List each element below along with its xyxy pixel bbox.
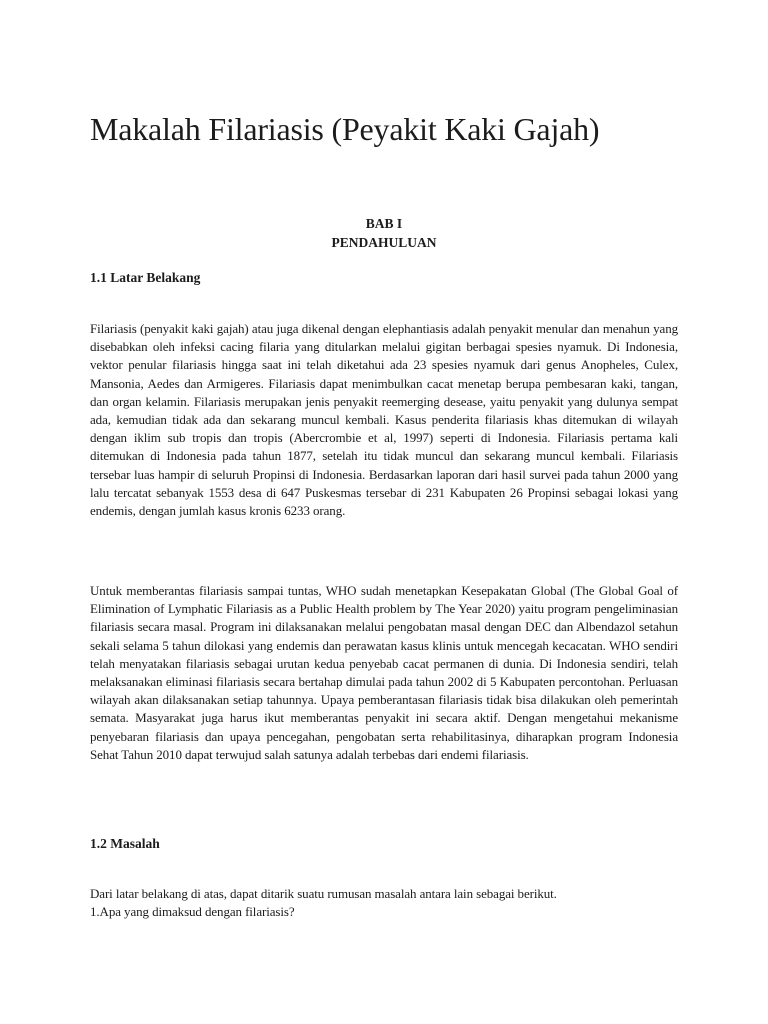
paragraph-masalah — [90, 885, 678, 921]
masalah-intro-text: Dari latar belakang di atas, dapat ditarik suatu rumusan masalah antara lain sebagai berikut. — [90, 886, 557, 901]
masalah-list-item-1: 1.Apa yang dimaksud dengan filariasis? — [90, 904, 295, 920]
chapter-number: BAB I — [365, 216, 403, 231]
paragraph-latar-belakang-1: Filariasis (penyakit kaki gajah) atau juga dikenal dengan elephantiasis adalah penyakit menular dan menahun yang disebabkan oleh infeksi cacing filaria yang ditularkan melalui gigitan berbagai spesies nyamuk. Di Indonesia, vektor penular filariasis hingga saat ini telah diketahui ada 23 spesies nyamuk dari genus Anopheles, Culex, Mansonia, Aedes dan Armigeres. Filariasis dapat menimbulkan cacat menetap berupa pembesaran kaki, tangan, dan organ kelamin. Filariasis merupakan jenis penyakit reemerging desease, yaitu penyakit yang dulunya sempat ada, kemudian tidak ada dan sekarang muncul kembali. Kasus penderita filariasis khas ditemukan di wilayah dengan iklim sub tropis dan tropis (Abercrombie et al, 1997) seperti di Indonesia. Filariasis pertama kali ditemukan di Indonesia pada tahun 1877, setelah itu tidak muncul dan sekarang muncul kembali. Filariasis tersebar luas hampir di seluruh Propinsi di Indonesia. Berdasarkan laporan dari hasil survei pada tahun 2000 yang lalu tercatat sebanyak 1553 desa di 647 Puskesmas tersebar di 231 Kabupaten 26 Propinsi sebagai lokasi yang endemis, dengan jumlah kasus kronis 6233 orang. — [90, 321, 678, 519]
section-heading-latar-belakang: 1.1 Latar Belakang — [90, 270, 201, 285]
chapter-name: PENDAHULUAN — [331, 235, 437, 250]
paragraph-latar-belakang-2: Untuk memberantas filariasis sampai tuntas, WHO sudah menetapkan Kesepakatan Global (The Global Goal of Elimination of Lymphatic Filariasis as a Public Health problem by The Year 2020) yaitu program pengeliminasian filariasis secara masal. Program ini dilaksanakan melalui pengobatan masal dengan DEC dan Albendazol setahun sekali selama 5 tahun dilokasi yang endemis dan perawatan kasus klinis untuk mencegah kecacatan. WHO sendiri telah menyatakan filariasis sebagai urutan kedua penyebab cacat permanen di dunia. Di Indonesia sendiri, telah melaksanakan eliminasi filariasis secara bertahap dimulai pada tahun 2002 di 5 Kabupaten percontohan. Perluasan wilayah akan dilaksanakan setiap tahunnya. Upaya pemberantasan filariasis tidak bisa dilakukan oleh pemerintah semata. Masyarakat juga harus ikut memberantas penyakit ini secara aktif. Dengan mengetahui mekanisme penyebaran filariasis dan upaya pencegahan, pengobatan serta rehabilitasinya, diharapkan program Indonesia Sehat Tahun 2010 dapat terwujud salah satunya adalah terbebas dari endemi filariasis. — [90, 583, 678, 762]
chapter-heading — [90, 214, 678, 252]
document-title: Makalah Filariasis (Peyakit Kaki Gajah) — [90, 111, 600, 147]
section-heading-masalah: 1.2 Masalah — [90, 836, 160, 851]
